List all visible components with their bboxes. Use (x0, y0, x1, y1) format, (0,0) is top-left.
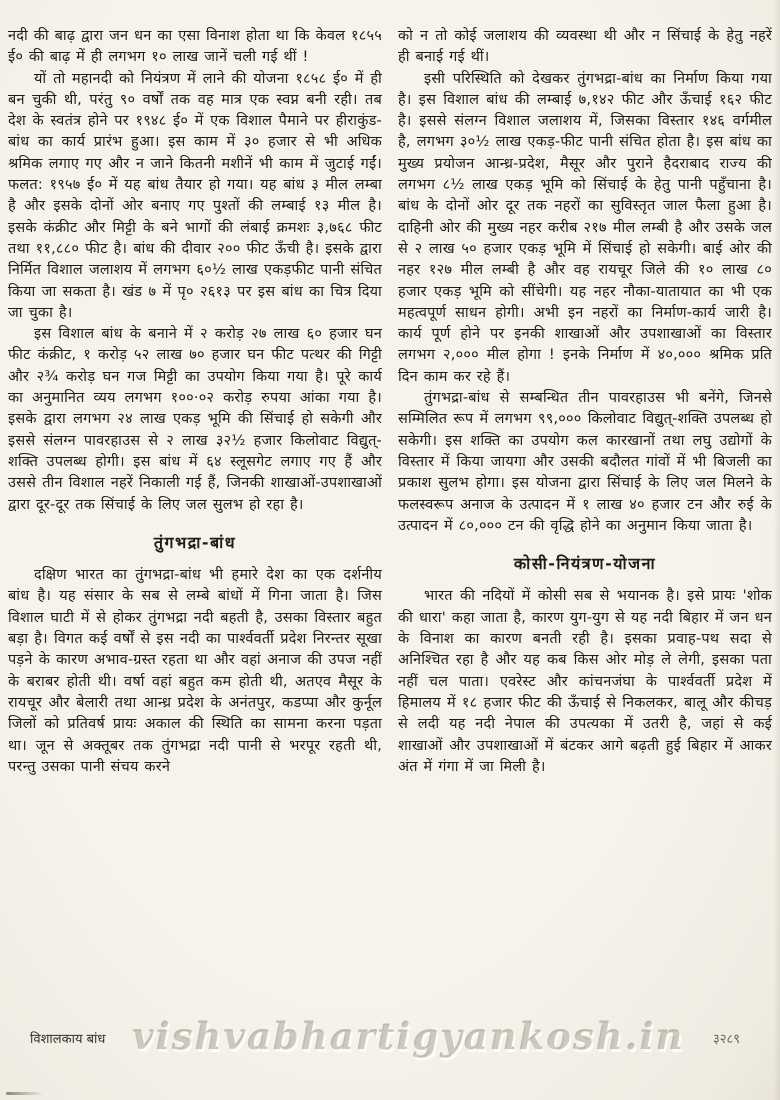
right-column (398, 26, 772, 778)
paragraph: इस विशाल बांध के बनाने में २ करोड़ २७ लाख ६० हजार घन फीट कंक्रीट, १ करोड़ ५२ लाख ७० हजार घन फीट पत्थर की गिट्टी और २¾ करोड़ घन गज मिट्टी का उपयोग किया गया है। पूरे कार्य का अनुमानित व्यय लगभग १००·०२ करोड़ रुपया आंका गया है। इसके द्वारा लगभग २४ लाख एकड़ भूमि की सिंचाई हो सकेगी और इससे संलग्न पावरहाउस से २ लाख ३२½ हजार किलोवाट विद्युत्-शक्ति उपलब्ध होगी। इस बांध में ६४ स्लूसगेट लगाए गए हैं और उससे तीन विशाल नहरें निकाली गई हैं, जिनकी शाखाओं-उपशाखाओं द्वारा दूर-दूर तक सिंचाई के लिए जल सुलभ हो रहा है। (8, 326, 382, 513)
paragraph: यों तो महानदी को नियंत्रण में लाने की योजना १८५८ ई० में ही बन चुकी थी, परंतु ९० वर्षों तक वह मात्र एक स्वप्न बनी रही। तब देश के स्वतंत्र होने पर १९४८ ई० में एक विशाल पैमाने पर हीराकुंड-बांध का कार्य प्रारंभ हुआ। इस काम में ३० हजार से भी अधिक श्रमिक लगाए गए और न जाने कितनी मशीनें भी काम में जुटाई गईं। फलत: १९५७ ई० में यह बांध तैयार हो गया। यह बांध ३ मील लम्बा है और इसके दोनों ओर बनाए गए पुश्तों की लम्बाई १३ मील है। इसके कंक्रीट और मिट्टी के बने भागों की लंबाई क्रमशः ३,७६८ फीट तथा ११,८८० फीट है। बांध की दीवार २०० फीट ऊँची है। इसके द्वारा निर्मित विशाल जलाशय में लगभग ६०½ लाख एकड़फीट पानी संचित किया जा सकता है। खंड ७ में पृ० २६१३ पर इस बांध का चित्र दिया जा चुका है। (8, 70, 382, 321)
section-heading-tungabhadra-dam: तुंगभद्रा-बांध (153, 532, 237, 552)
section-heading-kosi-control-plan: कोसी-नियंत्रण-योजना (513, 554, 657, 574)
paragraph: नदी की बाढ़ द्वारा जन धन का एसा विनाश होता था कि केवल १८५५ ई० की बाढ़ में ही लगभग १० लाख जानें चली गई थीं ! (8, 28, 382, 66)
left-column (8, 26, 382, 778)
paragraph: भारत की नदियों में कोसी सब से भयानक है। इसे प्रायः 'शोक की धारा' कहा जाता है, कारण युग-युग से यह नदी बिहार में जन धन के विनाश का कारण बनती रही है। इसका प्रवाह-पथ सदा से अनिश्चित रहा है और यह कब किस ओर मोड़ ले लेगी, इसका पता नहीं चल पाता। एवरेस्ट और कांचनजंघा के पार्श्ववर्ती प्रदेश में हिमालय में १८ हजार फीट की ऊँचाई से निकलकर, बालू और कीचड़ से लदी यह नदी नेपाल की उपत्यका में उतरी है, जहां से कई शाखाओं और उपशाखाओं में बंटकर आगे बढ़ती हुई बिहार में आकर अंत में गंगा में जा मिली है। (398, 588, 772, 775)
page-number: ३२८९ (712, 1032, 740, 1047)
paragraph: को न तो कोई जलाशय की व्यवस्था थी और न सिंचाई के हेतु नहरें ही बनाई गई थीं। (398, 28, 772, 66)
running-head: विशालकाय बांध (30, 1032, 106, 1047)
paragraph: दक्षिण भारत का तुंगभद्रा-बांध भी हमारे देश का एक दर्शनीय बांध है। यह संसार के सब से लम्बे बांधों में गिना जाता है। जिस विशाल घाटी में से होकर तुंगभद्रा नदी बहती है, उसका विस्तार बहुत बड़ा है। विगत कई वर्षों से इस नदी का पार्श्ववर्ती प्रदेश निरन्तर सूखा पड़ने के कारण अभाव-ग्रस्त रहता था और वहां अनाज की उपज नहीं के बराबर होती थी। वर्षा वहां बहुत कम होती थी, अतएव मैसूर के रायचूर और बेलारी तथा आन्ध्र प्रदेश के अनंतपुर, कडप्पा और कुर्नूल जिलों को प्रतिवर्ष प्रायः अकाल की स्थिति का सामना करना पड़ता था। जून से अक्तूबर तक तुंगभद्रा नदी पानी से भरपूर रहती थी, परन्तु उसका पानी संचय करने (8, 567, 382, 775)
paragraph: इसी परिस्थिति को देखकर तुंगभद्रा-बांध का निर्माण किया गया है। इस विशाल बांध की लम्बाई ७,१४२ फीट और ऊँचाई १६२ फीट है। इससे संलग्न विशाल जलाशय में, जिसका विस्तार १४६ वर्गमील है, लगभग ३०½ लाख एकड़-फीट पानी संचित होता है। इस बांध का मुख्य प्रयोजन आन्ध्र-प्रदेश, मैसूर और पुराने हैदराबाद राज्य की लगभग ८½ लाख एकड़ भूमि को सिंचाई के हेतु पानी पहुँचाना है। बांध के दोनों ओर दूर तक नहरों का सुविस्तृत जाल फैला हुआ है। दाहिनी ओर की मुख्य नहर करीब २१७ मील लम्बी है और उसके जल से २ लाख ५० हजार एकड़ भूमि में सिंचाई हो सकेगी। बाई ओर की नहर १२७ मील लम्बी है और वह रायचूर जिले की १० लाख ८० हजार एकड़ भूमि को सींचेगी। यह नहर नौका-यातायात का भी एक महत्वपूर्ण साधन होगी। अभी इन नहरों का निर्माण-कार्य जारी है। कार्य पूर्ण होने पर इनकी शाखाओं और उपशाखाओं का विस्तार लगभग २,००० मील होगा ! इनके निर्माण में ४०,००० श्रमिक प्रति दिन काम कर रहे हैं। (398, 70, 772, 385)
scan-artifact-mark (6, 1092, 44, 1095)
paragraph: तुंगभद्रा-बांध से सम्बन्धित तीन पावरहाउस भी बनेंगे, जिनसे सम्मिलित रूप में लगभग ९९,००० किलोवाट विद्युत्-शक्ति उपलब्ध हो सकेगी। इस शक्ति का उपयोग कल कारखानों तथा लघु उद्योगों के विस्तार में किया जायगा और उसकी बदौलत गांवों में भी बिजली का प्रकाश सुलभ होगा। इस योजना द्वारा सिंचाई के लिए जल मिलने के फलस्वरूप अनाज के उत्पादन में १ लाख ४० हजार टन और रुई के उत्पादन में ८०,००० टन की वृद्धि होने का अनुमान किया जाता है। (398, 390, 772, 534)
page-footer (0, 1016, 780, 1060)
page-edge-shading (774, 0, 780, 1100)
watermark: vishvabhartigyankosh.in (133, 1016, 686, 1060)
